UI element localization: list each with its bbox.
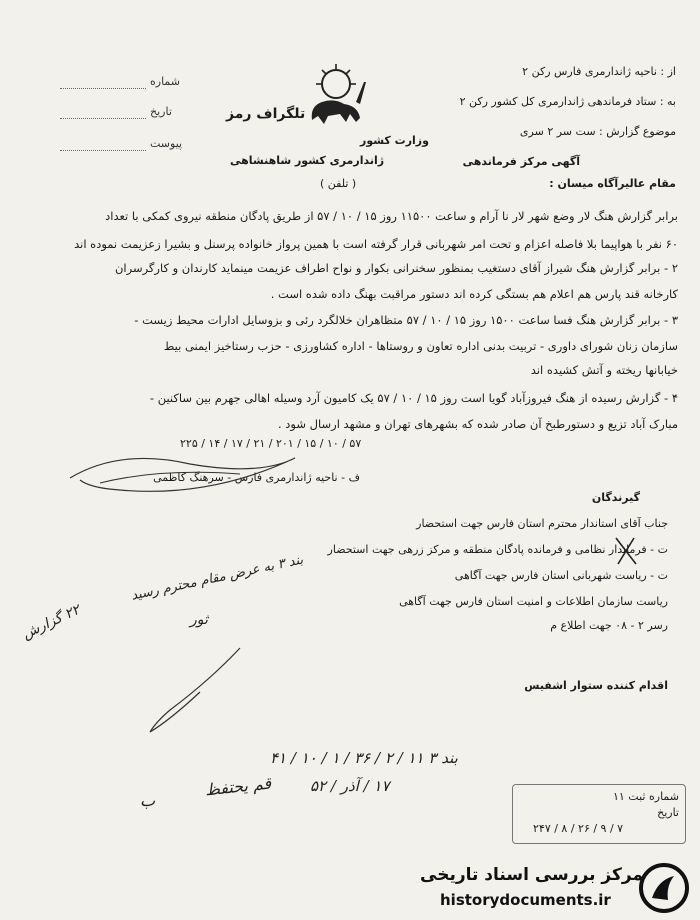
number-label: شماره bbox=[150, 75, 181, 88]
paragraph-3-line-3: خیابانها ریخته و آتش کشیده اند bbox=[530, 363, 678, 377]
handwritten-note-2: ثور bbox=[190, 612, 208, 628]
paragraph-2-line-1: ۲ - برابر گزارش هنگ شیراز آقای دستغیب بمنظور سخنرانی بکوار و نواح اطراف عزیمت مینماید کارندان و کارگرسران bbox=[114, 261, 678, 275]
registration-stamp bbox=[512, 784, 686, 844]
paragraph-3-line-2: سازمان زنان شورای داوری - تربیت بدنی اداره تعاون و روستاها - اداره کشاورزی - حزب رستاخیز ایمنی بیط bbox=[163, 339, 678, 353]
recipient-4: ریاست سازمان اطلاعات و امنیت استان فارس جهت آگاهی bbox=[399, 595, 668, 608]
gendarmerie-label: ژاندارمری کشور شاهنشاهی bbox=[230, 154, 385, 167]
notice-line: آگهی مرکز فرماندهی bbox=[462, 155, 580, 168]
addressee-line: مقام عالیرآگاه میسان : bbox=[549, 177, 676, 190]
number-line bbox=[60, 88, 146, 89]
watermark-url: historydocuments.ir bbox=[440, 891, 611, 909]
attachment-line bbox=[60, 150, 146, 151]
stamp-number: شماره ثبت ۱۱ bbox=[612, 790, 679, 803]
cross-mark bbox=[612, 534, 640, 568]
recipient-2: ت - فرماندار نظامی و فرمانده پادگان منطقه و مرکز زرهی جهت استحضار bbox=[327, 543, 668, 556]
handwritten-note-5: ۱۷ / آذر / ۵۲ bbox=[310, 777, 390, 795]
handwritten-note-7: ب bbox=[140, 791, 156, 810]
recipient-5: رسر ۲ - ۰۸ جهت اطلاع م bbox=[550, 619, 668, 632]
signature-line: ف - ناحیه ژاندارمری فارس - سرهنگ کاظمی bbox=[153, 471, 360, 484]
signature-scribble bbox=[60, 438, 310, 508]
lion-and-sun-emblem bbox=[300, 62, 372, 128]
handwritten-slash bbox=[140, 640, 250, 740]
telegram-category: تلگراف رمز bbox=[226, 106, 306, 122]
handwritten-note-1: بند ۳ به عرض مقام محترم رسید bbox=[129, 552, 305, 604]
action-officer: اقدام کننده ستوار اشفیس bbox=[524, 679, 668, 692]
to-line: به : ستاد فرماندهی ژاندارمری کل کشور رکن ۲ bbox=[459, 95, 676, 108]
attachment-label: پیوست bbox=[150, 137, 183, 150]
watermark-name: مرکز بررسی اسناد تاریخی bbox=[420, 865, 643, 885]
handwritten-note-3: ۲۲ گزارش bbox=[20, 601, 83, 643]
subject-line: موضوع گزارش : ست سر ۲ سری bbox=[519, 125, 676, 138]
paragraph-2-line-2: کارخانه قند پارس هم اعلام هم بستگی کرده اند دستور مراقبت بهنگ داده شده است . bbox=[270, 287, 678, 301]
handwritten-note-4: بند ۳ ۱۱ / ۲ / ۳۶ / ۱ / ۱۰ / ۴۱ bbox=[270, 749, 458, 767]
paragraph-3-line-1: ۳ - برابر گزارش هنگ فسا ساعت ۱۵۰۰ روز ۱۵ / ۱۰ / ۵۷ متظاهران خلالگرد رئی و بزوسایل ادارات محیط زیست - bbox=[134, 313, 678, 327]
paragraph-4-line-2: مبارک آباد تزیع و دستورطبخ آن صادر شده که بشهرهای تهران و مشهد ارسال شود . bbox=[277, 417, 678, 431]
paragraph-4-line-1: ۴ - گزارش رسیده از هنگ فیروزآباد گویا است روز ۱۵ / ۱۰ / ۵۷ یک کامیون آرد وسیله اهالی جهرم بین ساکنین - bbox=[149, 391, 678, 405]
date-label: تاریخ bbox=[150, 105, 172, 118]
stamp-code: ۲۴۷ / ۸ / ۲۶ / ۹ / ۷ bbox=[533, 822, 624, 835]
archive-logo-icon bbox=[638, 862, 690, 914]
from-line: از : ناحیه ژاندارمری فارس رکن ۲ bbox=[522, 65, 676, 78]
ministry-label: وزارت کشور bbox=[360, 134, 429, 147]
stamp-date: تاریخ bbox=[657, 806, 679, 819]
handwritten-note-6: قم یحتفظ bbox=[204, 773, 273, 800]
date-line bbox=[60, 118, 146, 119]
recipient-1: جناب آقای استاندار محترم استان فارس جهت استحضار bbox=[416, 517, 668, 530]
paragraph-1-line-2: ۶۰ نفر با هواپیما بلا فاصله اعزام و تحت امر شهربانی قرار گرفته است با همین پرواز خانواده پرسنل و بشیرا زعزیمت نموده اند bbox=[74, 237, 678, 251]
reference-code: ۲۲۵ / ۱۴ / ۱۷ / ۲۱ / ۲۰۱ / ۱۵ / ۱۰ / ۵۷ bbox=[180, 437, 362, 450]
paragraph-1-line-1: برابر گزارش هنگ لار وضع شهر لار نا آرام و ساعت ۱۱۵۰۰ روز ۱۵ / ۱۰ / ۵۷ از طریق پادگان منطقه نیروی کمکی با تعداد bbox=[105, 209, 678, 223]
phone-label: ( تلفن ) bbox=[320, 177, 357, 190]
recipient-3: ت - ریاست شهربانی استان فارس جهت آگاهی bbox=[454, 569, 668, 582]
recipients-title: گیرندگان bbox=[591, 491, 640, 504]
